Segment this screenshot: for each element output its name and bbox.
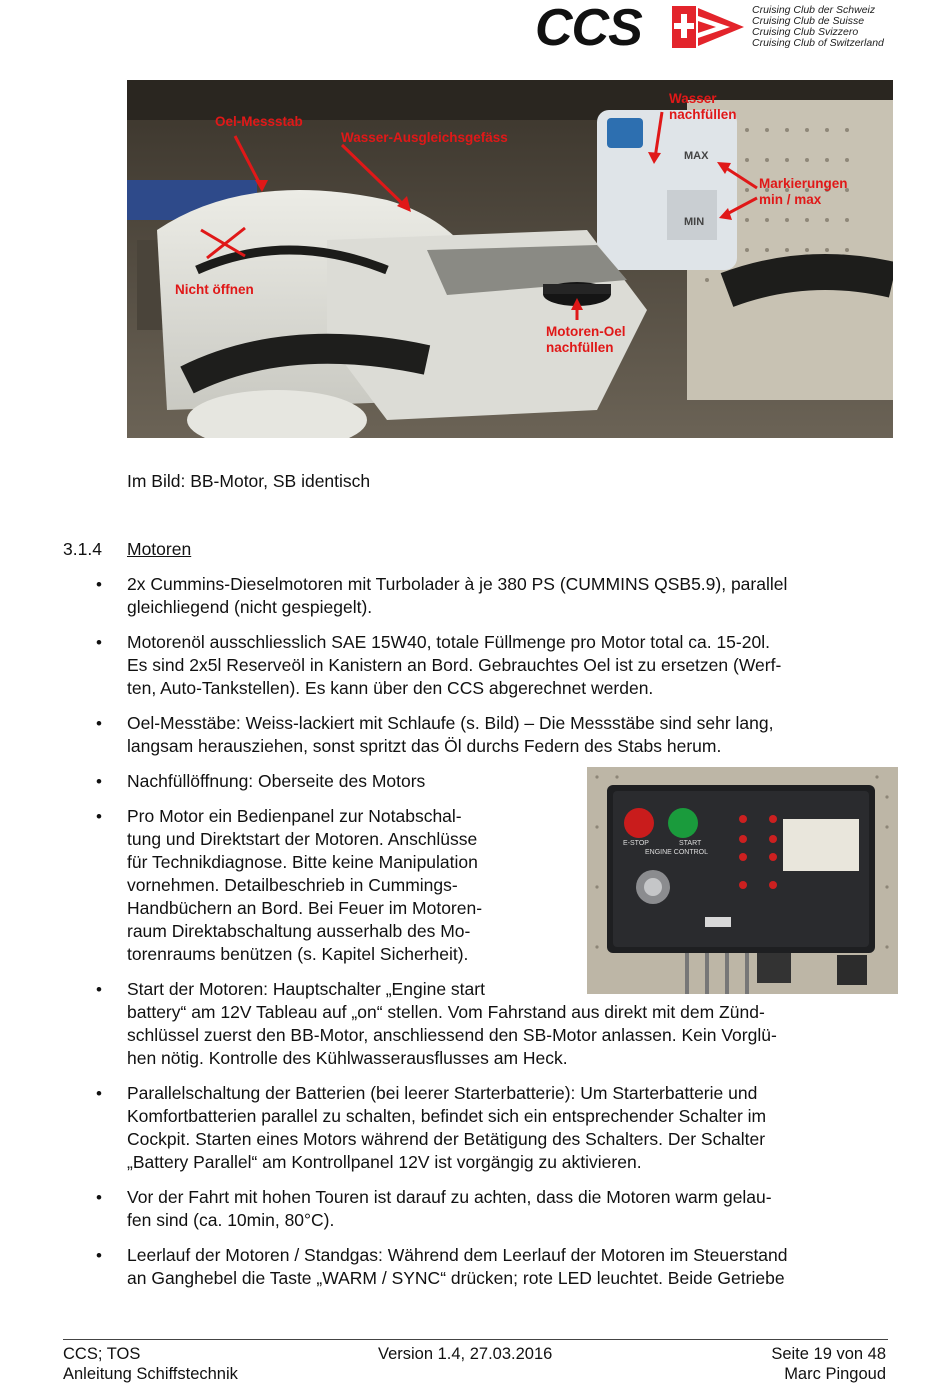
list-item: [127, 573, 887, 619]
list-item: [127, 712, 887, 758]
list-item-line: Leerlauf der Motoren / Standgas: Während dem Leerlauf der Motoren im Steuerstand: [127, 1245, 788, 1265]
list-item-line: 2x Cummins-Dieselmotoren mit Turbolader à je 380 PS (CUMMINS QSB5.9), parallel: [127, 574, 788, 594]
list-item-line: gleichliegend (nicht gespiegelt).: [127, 597, 373, 617]
list-item-line: „Battery Parallel“ am Kontrollpanel 12V ist vorgängig zu aktivieren.: [127, 1152, 642, 1172]
list-item-line: fen sind (ca. 10min, 80°C).: [127, 1210, 335, 1230]
club-name-de: Cruising Club der Schweiz: [752, 4, 876, 16]
list-item-line: torenraums benützen (s. Kapitel Sicherheit).: [127, 944, 469, 964]
list-item-line: Start der Motoren: Hauptschalter „Engine start: [127, 979, 485, 999]
footer-author: Marc Pingoud: [784, 1365, 886, 1383]
panel-estop-label: E-STOP: [623, 840, 649, 847]
engine-control-panel-photo: [587, 767, 898, 994]
bullet-marker: •: [96, 1246, 102, 1265]
annotation-markierungen: Markierungen min / max: [759, 176, 848, 207]
bullet-marker: •: [96, 633, 102, 652]
club-name-fr: Cruising Club de Suisse: [752, 15, 865, 27]
list-item-line: Motorenöl ausschliesslich SAE 15W40, totale Füllmenge pro Motor total ca. 15-20l.: [127, 632, 770, 652]
panel-start-label: START: [679, 840, 702, 847]
footer-page-number: Seite 19 von 48: [771, 1345, 886, 1363]
ccs-logo-text: CCS: [535, 0, 642, 57]
bullet-marker: •: [96, 575, 102, 594]
engine-room-photo: [127, 80, 893, 438]
list-item: [127, 1244, 887, 1290]
list-item-line: Handbüchern an Bord. Bei Feuer im Motoren-: [127, 898, 483, 918]
footer-version: Version 1.4, 27.03.2016: [378, 1345, 553, 1363]
club-name-en: Cruising Club of Switzerland: [752, 37, 884, 49]
bullet-marker: •: [96, 772, 102, 791]
club-name-it: Cruising Club Svizzero: [752, 26, 859, 38]
list-item-line: vornehmen. Detailbeschrieb in Cummings-: [127, 875, 458, 895]
bullet-marker: •: [96, 1188, 102, 1207]
swiss-flag-pennant-icon: [672, 6, 744, 48]
bullet-marker: •: [96, 714, 102, 733]
section-number: 3.1.4: [63, 539, 102, 559]
annotation-wasser-ausgleichsgefaess: Wasser-Ausgleichsgefäss: [341, 130, 508, 145]
list-item: [127, 805, 538, 966]
list-item-line: battery“ am 12V Tableau auf „on“ stellen. Vom Fahrstand aus direkt mit dem Zünd-: [127, 1002, 765, 1022]
bullet-marker: •: [96, 980, 102, 999]
footer-doc-title: Anleitung Schiffstechnik: [63, 1365, 238, 1383]
annotation-motoren-oel: Motoren-Oel nachfüllen: [546, 324, 626, 355]
list-item-line: hen nötig. Kontrolle des Kühlwasserausflusses am Heck.: [127, 1048, 568, 1068]
list-item-line: an Ganghebel die Taste „WARM / SYNC“ drücken; rote LED leuchtet. Beide Getriebe: [127, 1268, 785, 1288]
section-title: Motoren: [127, 539, 192, 559]
list-item-line: Komfortbatterien parallel zu schalten, befindet sich ein entsprechender Schalter im: [127, 1106, 767, 1126]
list-item-line: Nachfüllöffnung: Oberseite des Motors: [127, 771, 426, 791]
list-item-line: Cockpit. Starten eines Motors während der Betätigung des Schalters. Der Schalter: [127, 1129, 766, 1149]
tank-min-mark: MIN: [684, 216, 705, 228]
list-item-line: Es sind 2x5l Reserveöl in Kanistern an Bord. Gebrauchtes Oel ist zu ersetzen (Werf-: [127, 655, 782, 675]
list-item-line: für Technikdiagnose. Bitte keine Manipulation: [127, 852, 478, 872]
footer-org: CCS; TOS: [63, 1345, 141, 1363]
bullet-marker: •: [96, 807, 102, 826]
list-item-line: Vor der Fahrt mit hohen Touren ist darauf zu achten, dass die Motoren warm gelau-: [127, 1187, 772, 1207]
bullet-marker: •: [96, 1084, 102, 1103]
annotation-oel-messstab: Oel-Messstab: [215, 114, 303, 129]
list-item-line: ten, Auto-Tankstellen). Es kann über den CCS abgerechnet werden.: [127, 678, 654, 698]
footer-divider: [63, 1339, 888, 1340]
photo-caption: Im Bild: BB-Motor, SB identisch: [127, 471, 371, 491]
annotation-wasser-nachfuellen: Wasser nachfüllen: [669, 91, 737, 122]
list-item-line: Pro Motor ein Bedienpanel zur Notabschal-: [127, 806, 462, 826]
list-item-line: raum Direktabschaltung ausserhalb des Mo-: [127, 921, 471, 941]
annotation-nicht-oeffnen: Nicht öffnen: [175, 282, 254, 297]
panel-engine-control-label: ENGINE CONTROL: [645, 849, 709, 856]
list-item-line: Oel-Messtäbe: Weiss-lackiert mit Schlaufe (s. Bild) – Die Messstäbe sind sehr lang,: [127, 713, 774, 733]
club-names: [752, 5, 884, 49]
list-item-line: langsam herausziehen, sonst spritzt das Öl durchs Federn des Stabs herum.: [127, 736, 722, 756]
list-item-line: Parallelschaltung der Batterien (bei leerer Starterbatterie): Um Starterbatterie und: [127, 1083, 758, 1103]
tank-max-mark: MAX: [684, 150, 709, 162]
list-item: [127, 631, 887, 700]
list-item: [127, 1082, 887, 1174]
list-item-line: tung und Direktstart der Motoren. Anschlüsse: [127, 829, 478, 849]
list-item-line: schlüssel zuerst den BB-Motor, anschliessend den SB-Motor anlassen. Kein Vorglü-: [127, 1025, 777, 1045]
list-item: [127, 770, 547, 793]
list-item: [127, 1186, 887, 1232]
